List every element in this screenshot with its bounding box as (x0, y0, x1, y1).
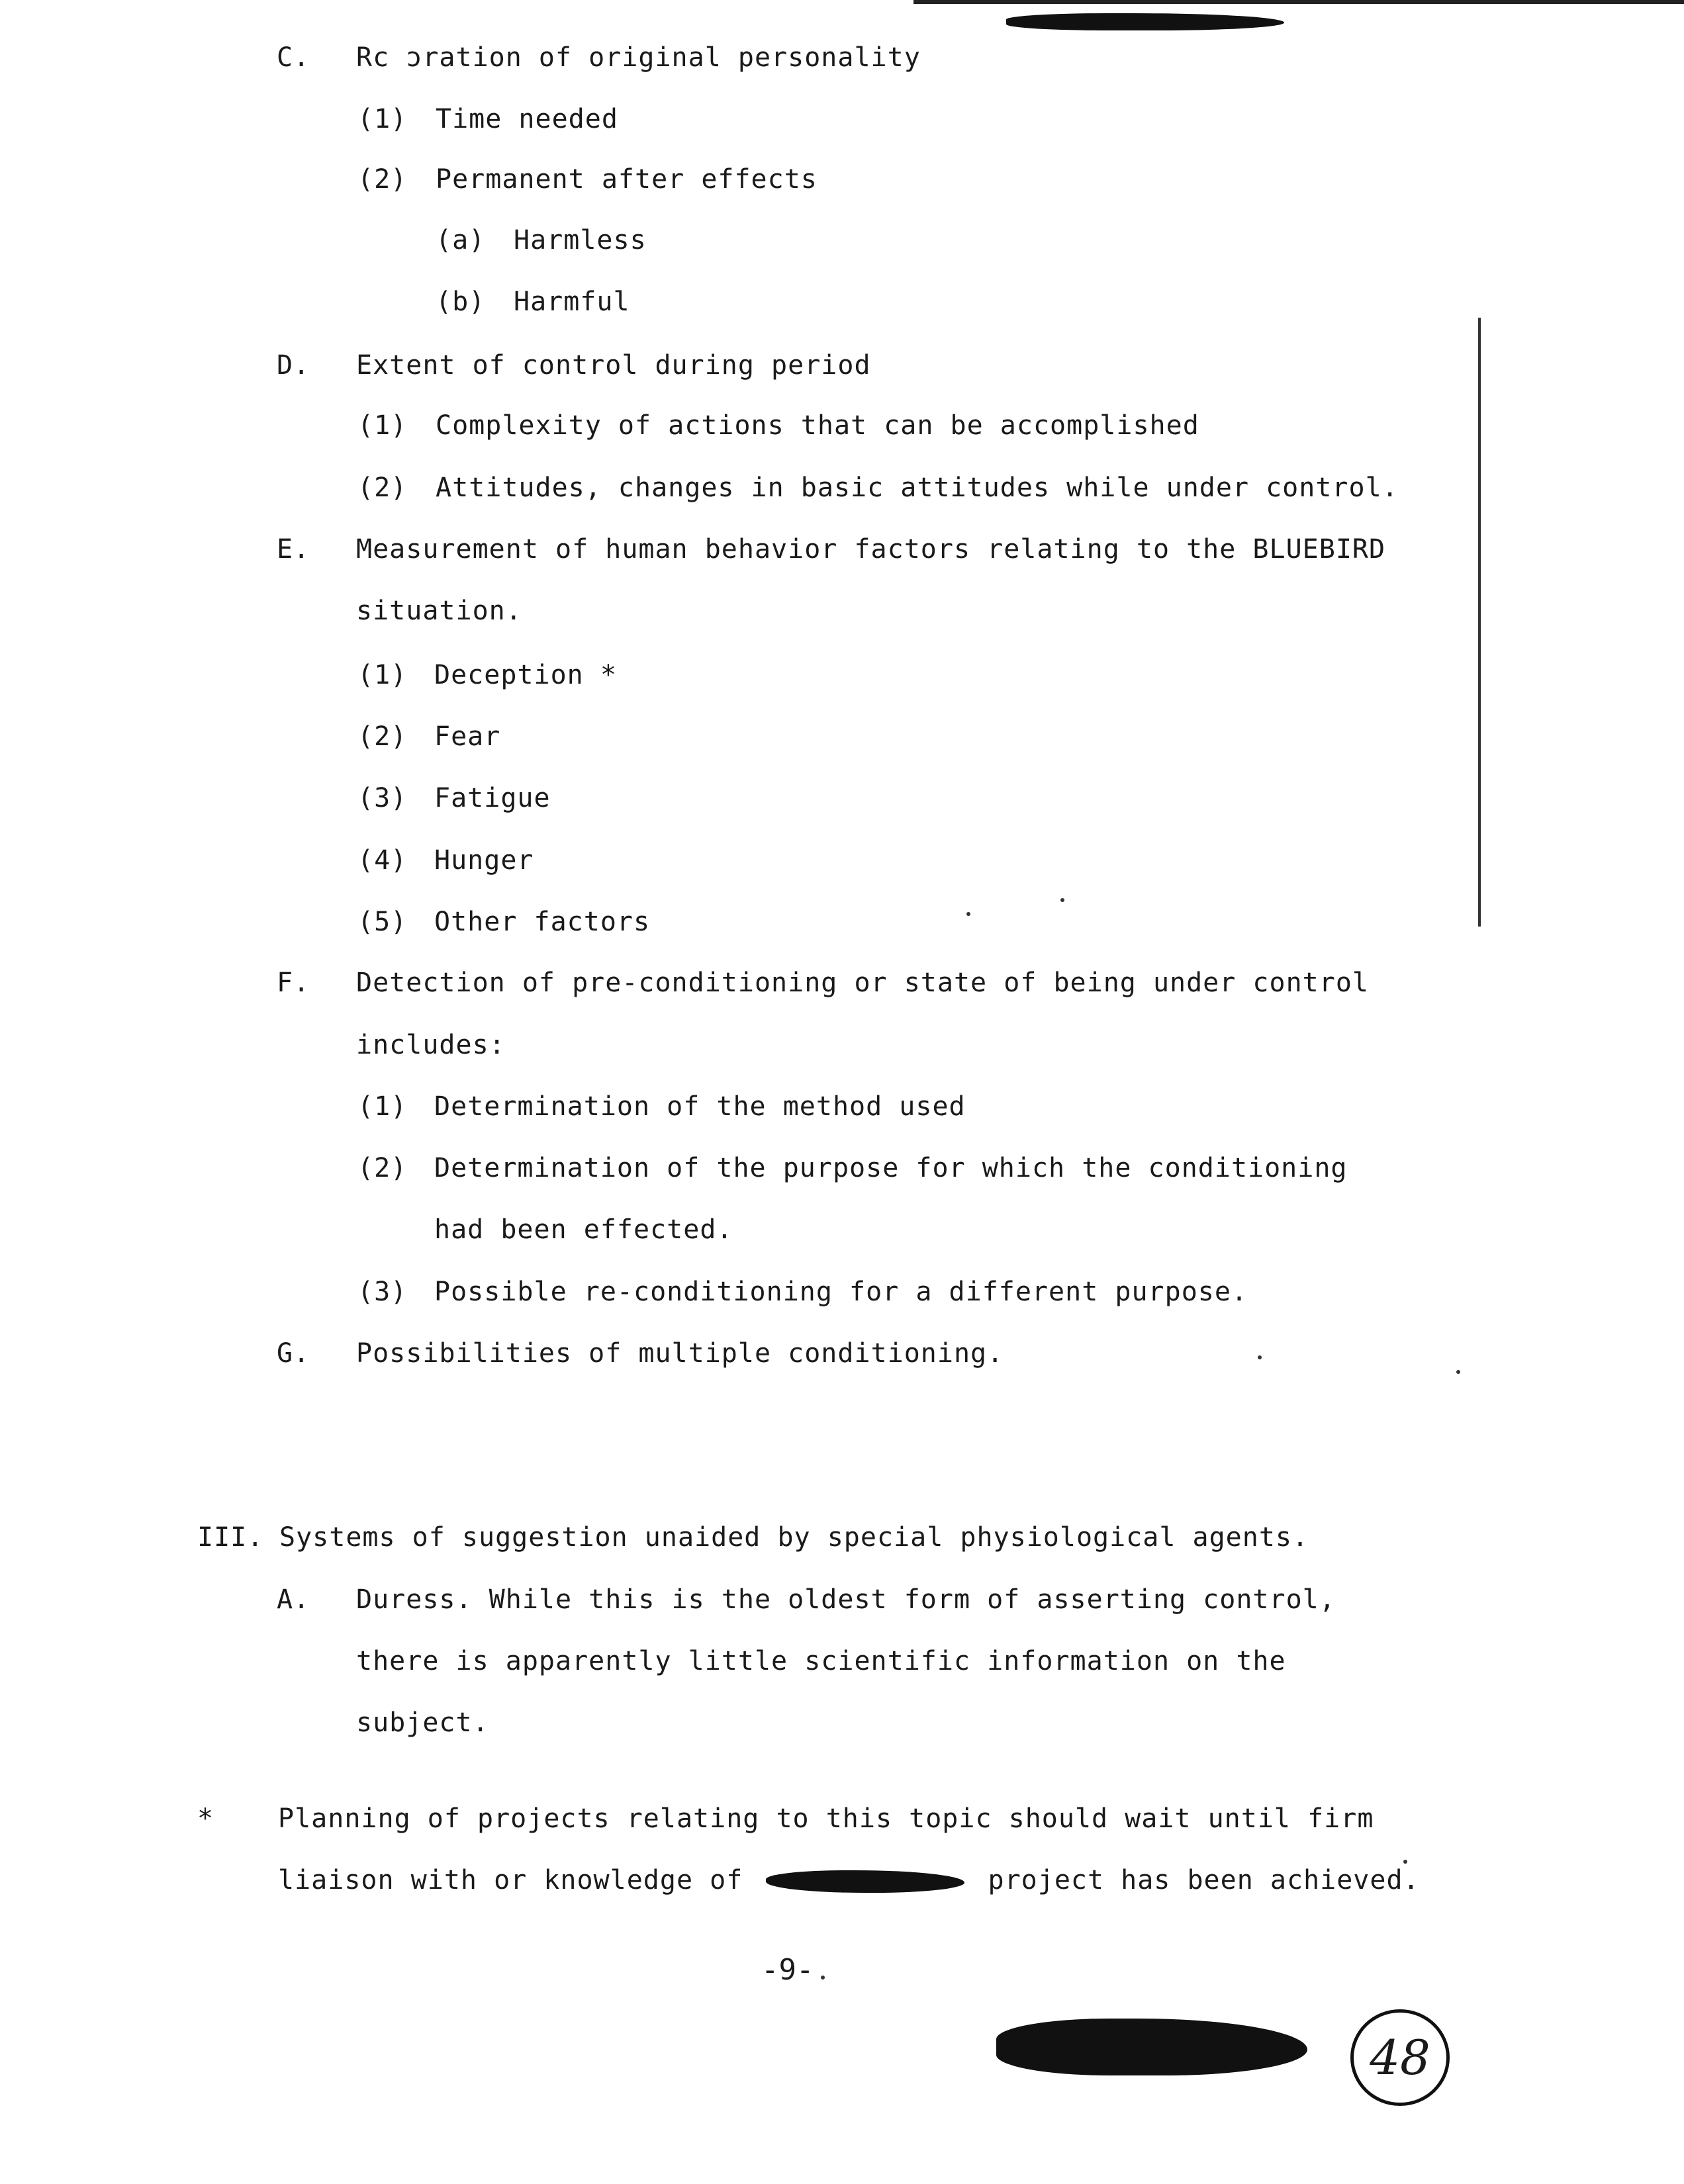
scan-speck (966, 912, 970, 916)
item-text: Attitudes, changes in basic attitudes while under control. (436, 473, 1399, 503)
item-label: (2) (357, 473, 408, 503)
outline-item-e5 (357, 905, 650, 938)
outline-item-d1 (357, 409, 1199, 442)
scan-speck (821, 1976, 825, 1979)
outline-item-f2 (357, 1152, 1348, 1185)
item-text: Measurement of human behavior factors relating to the BLUEBIRD (356, 534, 1386, 565)
footnote-line-1 (197, 1802, 1374, 1835)
outline-item-e3 (357, 782, 551, 815)
item-text: includes: (356, 1030, 506, 1060)
item-label: (1) (357, 410, 408, 441)
item-text: Duress. While this is the oldest form of asserting control, (356, 1584, 1336, 1615)
outline-item-e-continued (356, 594, 522, 627)
outline-item-e2 (357, 720, 500, 753)
item-label: (b) (436, 287, 486, 317)
footnote-text: liaison with or knowledge of (278, 1865, 743, 1895)
outline-item-iii-a-continued-2 (356, 1706, 489, 1739)
footnote-marker: * (197, 1803, 214, 1834)
item-text: Extent of control during period (356, 350, 871, 381)
item-text: Detection of pre-conditioning or state of being under control (356, 968, 1370, 998)
scan-speck (1403, 1860, 1407, 1864)
outline-item-c (277, 41, 921, 74)
outline-item-e4 (357, 844, 534, 877)
item-text: had been effected. (434, 1214, 733, 1245)
item-text: Deception * (434, 660, 617, 690)
scan-speck (1258, 1355, 1262, 1359)
outline-item-c2 (357, 163, 818, 196)
outline-item-c2a (436, 224, 647, 257)
redaction-mark-bottom (996, 2019, 1307, 2075)
item-text: Determination of the purpose for which the conditioning (434, 1153, 1348, 1183)
redaction-mark-top (1006, 13, 1284, 30)
item-text: Harmful (514, 287, 630, 317)
item-text: Rc ɔration of original personality (356, 42, 921, 73)
outline-item-c2b (436, 285, 630, 318)
redaction-mark-inline (766, 1870, 964, 1893)
top-rule (913, 0, 1684, 4)
item-label: (2) (357, 721, 408, 752)
item-text: situation. (356, 596, 522, 626)
outline-item-g (277, 1337, 1004, 1370)
scan-speck (1456, 1370, 1460, 1374)
item-label: (1) (357, 104, 408, 134)
item-label: A. (277, 1584, 310, 1615)
item-label: G. (277, 1338, 310, 1369)
item-text: Possibilities of multiple conditioning. (356, 1338, 1004, 1369)
item-text: Fear (434, 721, 501, 752)
item-label: E. (277, 534, 310, 565)
outline-item-d (277, 349, 871, 382)
outline-item-f3 (357, 1275, 1248, 1308)
outline-item-c1 (357, 103, 618, 136)
outline-item-f-continued (356, 1028, 506, 1062)
outline-item-f (277, 966, 1369, 999)
item-label: (a) (436, 225, 486, 255)
item-label: (2) (357, 1153, 408, 1183)
item-label: (2) (357, 164, 408, 195)
item-label: (3) (357, 783, 408, 813)
margin-line (1478, 318, 1481, 927)
outline-item-iii-a (277, 1583, 1336, 1616)
outline-item-f1 (357, 1090, 966, 1123)
item-text: Hunger (434, 845, 534, 876)
item-text: Permanent after effects (436, 164, 818, 195)
section-heading-iii (197, 1521, 1309, 1554)
item-label: (3) (357, 1277, 408, 1307)
item-label: (1) (357, 660, 408, 690)
page-stamp: 48 (1350, 2009, 1450, 2106)
page-number: -9- (761, 1953, 814, 1987)
outline-item-e1 (357, 659, 617, 692)
item-text: Harmless (514, 225, 647, 255)
item-text: Complexity of actions that can be accomplished (436, 410, 1199, 441)
footnote-text: Planning of projects relating to this topic should wait until firm (278, 1803, 1374, 1834)
item-text: Determination of the method used (434, 1091, 966, 1122)
footnote-text: project has been achieved. (988, 1865, 1420, 1895)
item-text: Other factors (434, 907, 651, 937)
item-label: D. (277, 350, 310, 381)
footnote-line-2 (278, 1864, 1420, 1897)
outline-item-d2 (357, 471, 1399, 504)
item-label: C. (277, 42, 310, 73)
item-label: (4) (357, 845, 408, 876)
outline-item-e (277, 533, 1385, 566)
scan-speck (1060, 898, 1064, 902)
item-label: (1) (357, 1091, 408, 1122)
item-text: Possible re-conditioning for a different purpose. (434, 1277, 1248, 1307)
item-text: subject. (356, 1707, 489, 1738)
item-text: Systems of suggestion unaided by special physiological agents. (279, 1522, 1309, 1553)
item-label: III. (197, 1522, 264, 1553)
outline-item-f2-continued (434, 1213, 733, 1246)
outline-item-iii-a-continued-1 (356, 1645, 1286, 1678)
item-text: Fatigue (434, 783, 551, 813)
item-label: F. (277, 968, 310, 998)
item-label: (5) (357, 907, 408, 937)
item-text: Time needed (436, 104, 618, 134)
item-text: there is apparently little scientific information on the (356, 1646, 1286, 1676)
